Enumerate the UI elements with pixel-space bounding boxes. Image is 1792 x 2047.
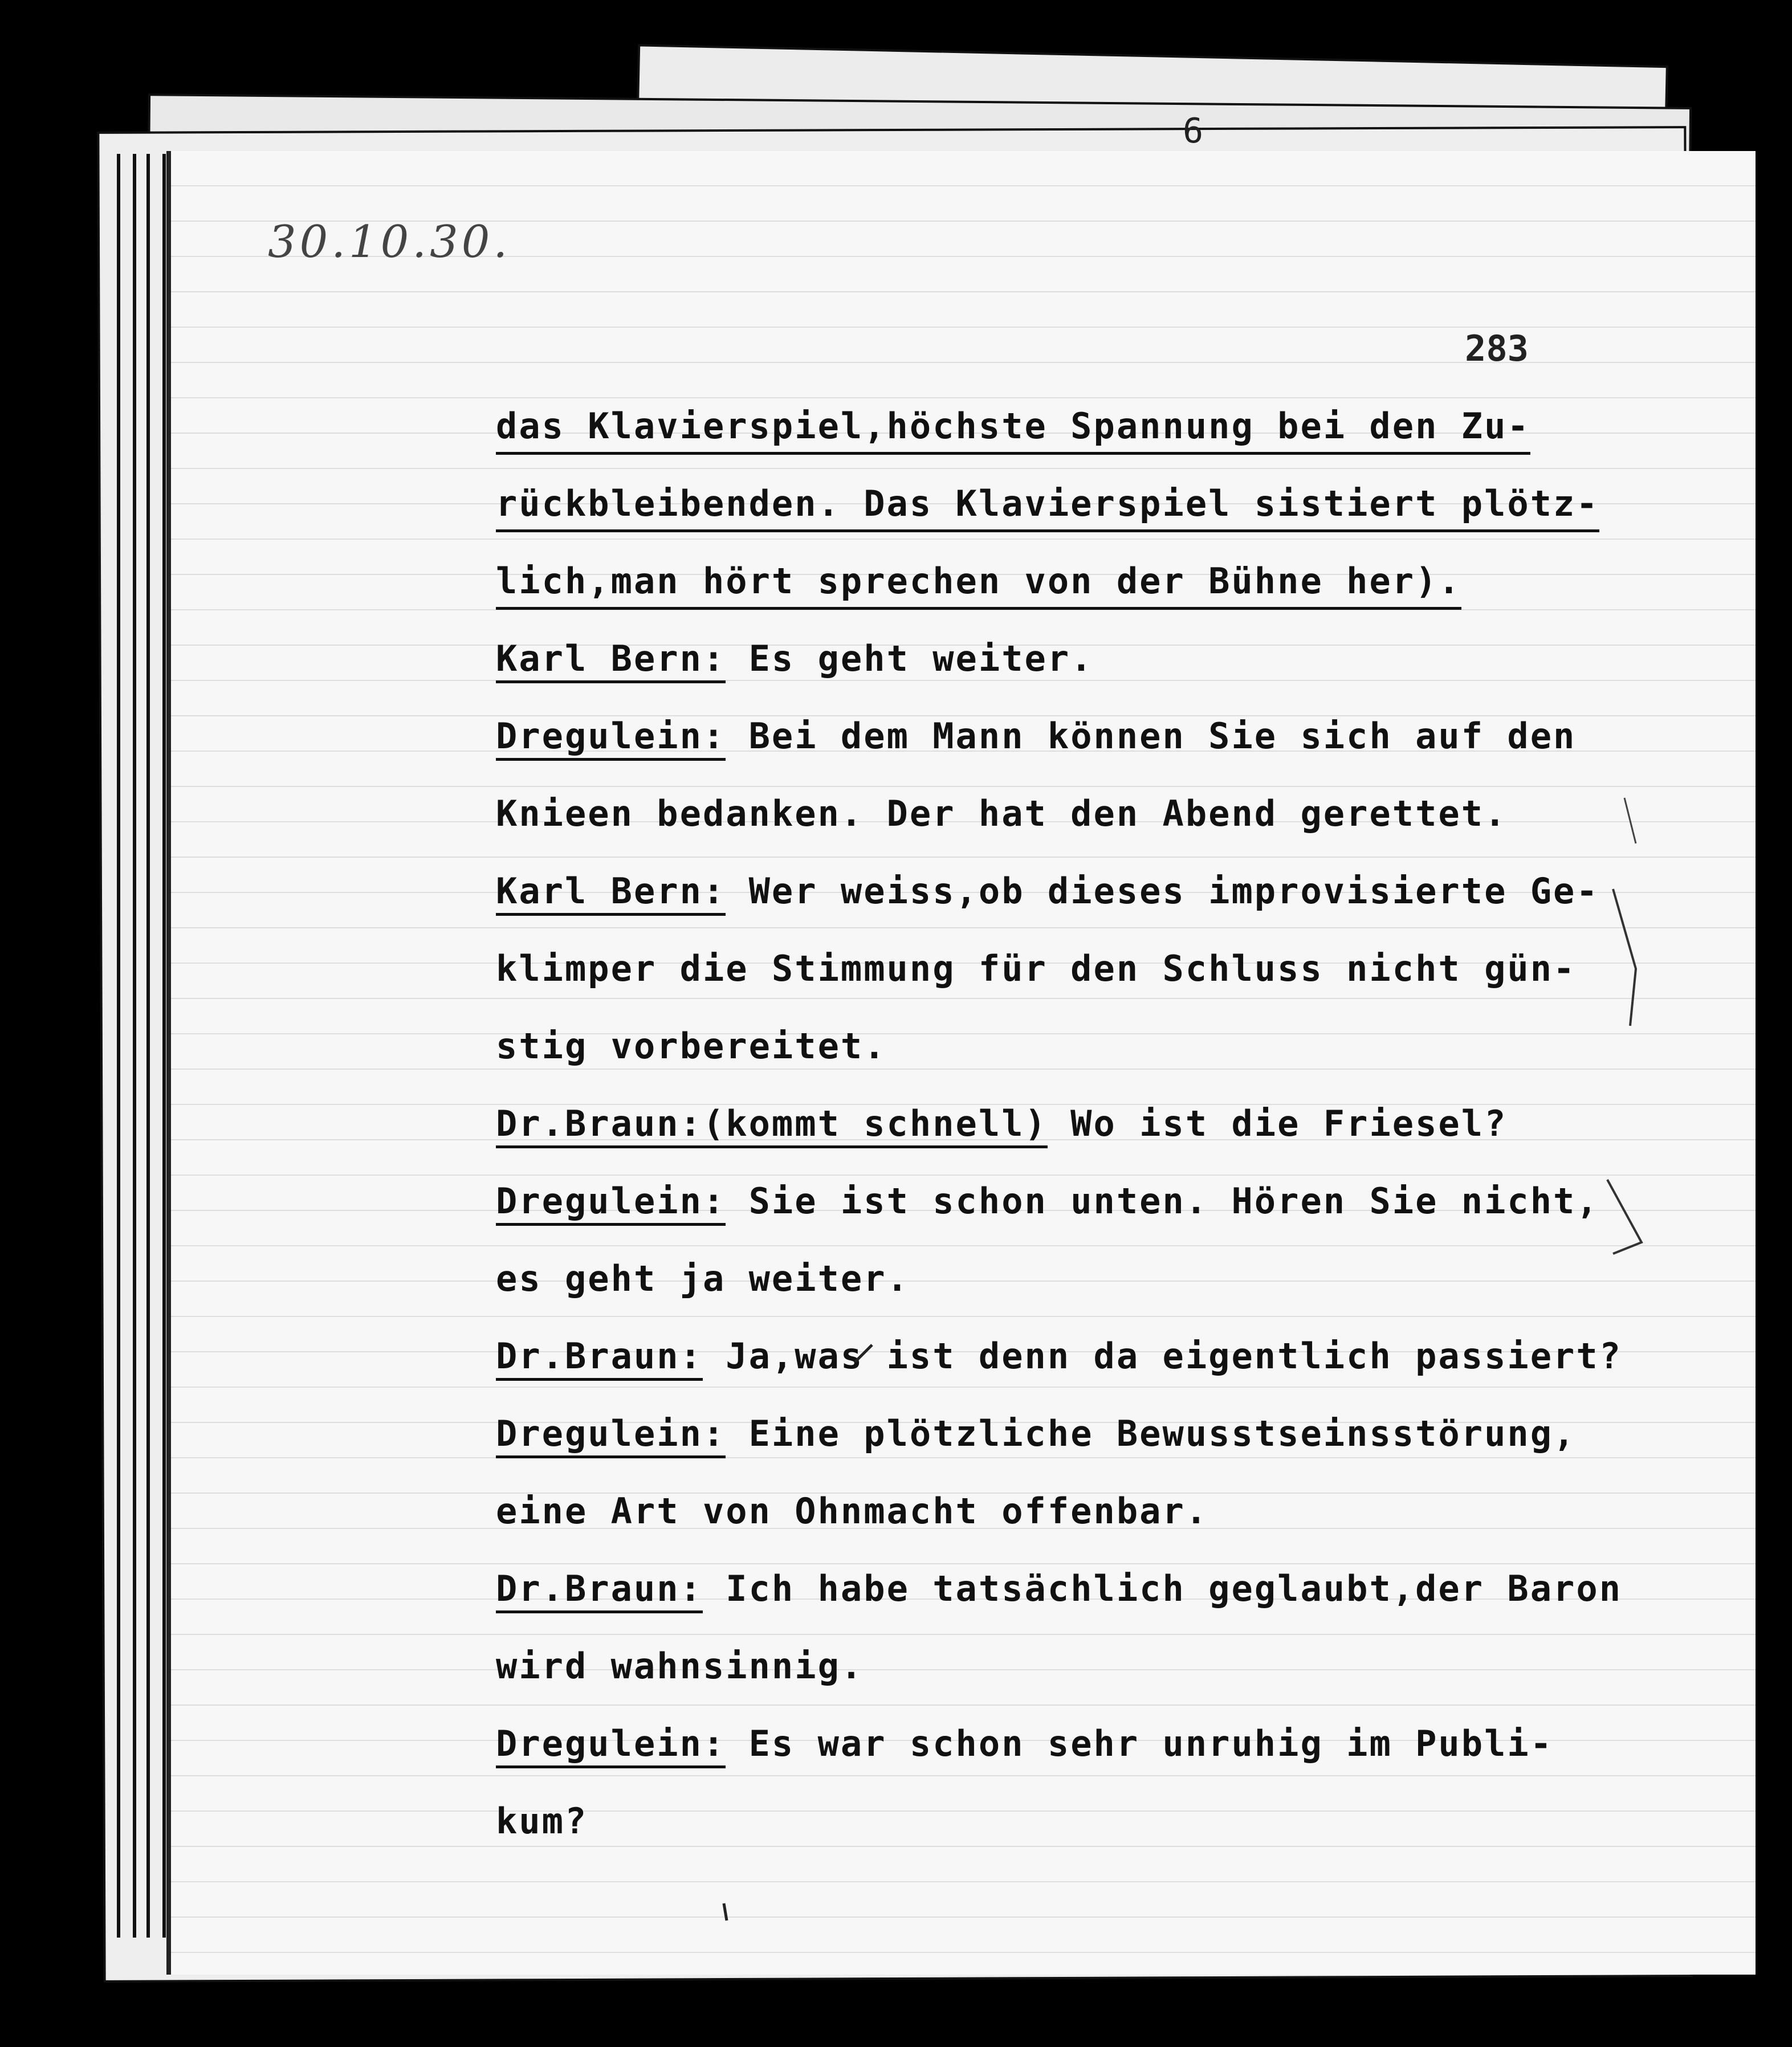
line-text: klimper die Stimmung für den Schluss nicht gün- <box>496 948 1577 989</box>
line-text: Wo ist die Friesel? <box>1047 1103 1508 1144</box>
line-text: Ich habe tatsächlich geglaubt,der Baron <box>702 1568 1623 1609</box>
dialogue-line <box>496 1318 1653 1395</box>
line-text: kum? <box>496 1800 588 1842</box>
text-line <box>496 543 1653 620</box>
line-text: Knieen bedanken. Der hat den Abend gerettet. <box>496 793 1508 834</box>
speaker-name: Dregulein: <box>496 1413 726 1458</box>
text-line <box>496 930 1653 1008</box>
sheet-edges <box>111 154 174 1938</box>
line-text: Ja,was ist denn da eigentlich passiert? <box>702 1335 1623 1377</box>
dialogue-line <box>496 620 1653 698</box>
line-text: Es war schon sehr unruhig im Publi- <box>726 1723 1554 1764</box>
line-text: das Klavierspiel,höchste Spannung bei den Zu- <box>496 401 1530 455</box>
text-line <box>496 1240 1653 1318</box>
text-line <box>496 775 1653 853</box>
speaker-name: Dregulein: <box>496 1723 726 1768</box>
dialogue-line <box>496 853 1653 930</box>
top-mark: 6 <box>1183 111 1204 151</box>
dialogue-line <box>496 1085 1653 1163</box>
text-line <box>496 1473 1653 1550</box>
line-text: eine Art von Ohnmacht offenbar. <box>496 1490 1209 1532</box>
speaker-name: Karl Bern: <box>496 870 726 916</box>
speaker-name: Dr.Braun: <box>496 1335 703 1381</box>
speaker-name: Dr.Braun: <box>496 1568 703 1613</box>
text-line <box>496 1628 1653 1705</box>
line-text: wird wahnsinnig. <box>496 1645 864 1687</box>
dialogue-line <box>496 698 1653 775</box>
line-text: es geht ja weiter. <box>496 1258 910 1299</box>
speaker-name: Karl Bern: <box>496 638 726 683</box>
speaker-name: Dregulein: <box>496 715 726 761</box>
line-text: Eine plötzliche Bewusstseinsstörung, <box>726 1413 1577 1454</box>
dialogue-line <box>496 1550 1653 1628</box>
handwritten-date: 30.10.30. <box>268 217 511 268</box>
line-text: Wer weiss,ob dieses improvisierte Ge- <box>726 870 1599 912</box>
line-text: Bei dem Mann können Sie sich auf den <box>726 715 1577 757</box>
text-line <box>496 1783 1653 1860</box>
page-number: 283 <box>1465 328 1529 369</box>
line-text: stig vorbereitet. <box>496 1025 887 1067</box>
text-line <box>496 1008 1653 1085</box>
speaker-name: Dr.Braun:(kommt schnell) <box>496 1103 1048 1148</box>
line-text: Sie ist schon unten. Hören Sie nicht, <box>726 1180 1599 1222</box>
line-text: lich,man hört sprechen von der Bühne her). <box>496 556 1461 610</box>
text-line <box>496 388 1653 465</box>
dialogue-line <box>496 1163 1653 1240</box>
text-line <box>496 465 1653 543</box>
dialogue-line <box>496 1705 1653 1783</box>
line-text: rückbleibenden. Das Klavierspiel sistiert plötz- <box>496 478 1599 532</box>
script-text <box>496 388 1653 1860</box>
dialogue-line <box>496 1395 1653 1473</box>
line-text: Es geht weiter. <box>726 638 1094 679</box>
speaker-name: Dregulein: <box>496 1180 726 1226</box>
